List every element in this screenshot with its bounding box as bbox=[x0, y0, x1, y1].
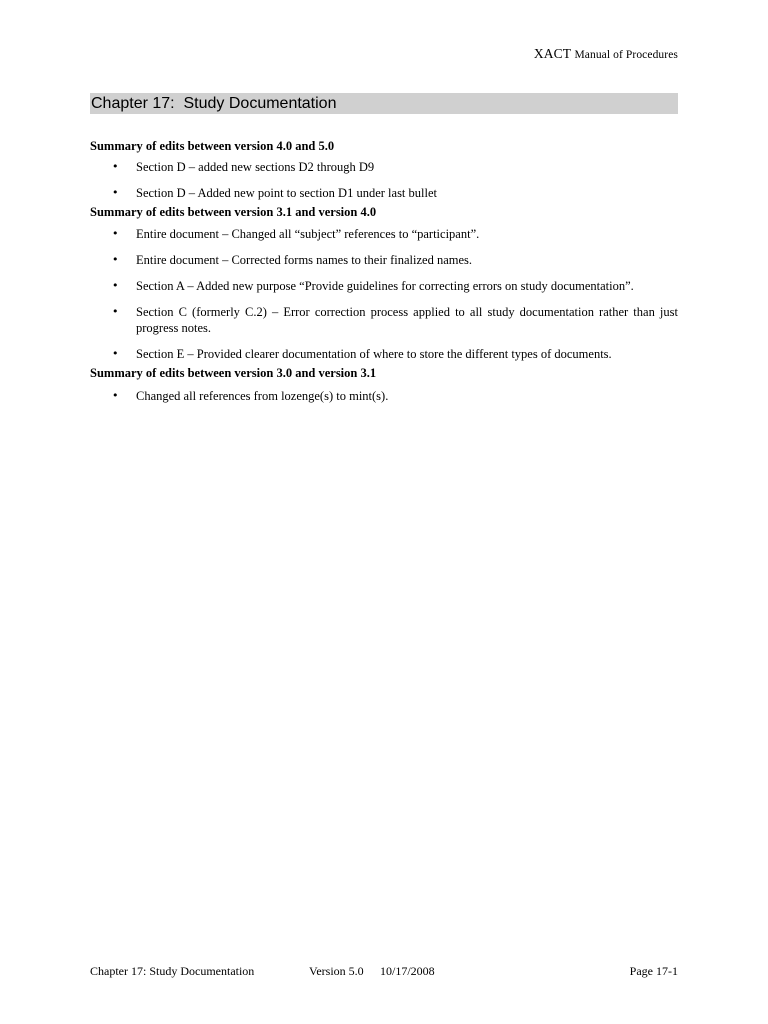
footer-chapter: Chapter 17: Study Documentation bbox=[90, 964, 255, 978]
edit-list-v4-v5 bbox=[90, 159, 678, 201]
list-item-text: Section E – Provided clearer documentation of where to store the different types of documents. bbox=[136, 347, 612, 361]
list-item bbox=[90, 304, 678, 336]
chapter-title: Chapter 17: Study Documentation bbox=[91, 95, 337, 112]
list-item-text: Section D – Added new point to section D1 under last bullet bbox=[136, 186, 437, 200]
page-header bbox=[534, 46, 678, 62]
bullet-icon: • bbox=[112, 186, 119, 199]
page-footer bbox=[90, 963, 678, 979]
bullet-icon: • bbox=[112, 279, 119, 292]
header-brand: XACT bbox=[533, 46, 572, 61]
edit-list-v3-v31 bbox=[90, 388, 678, 404]
bullet-icon: • bbox=[112, 227, 119, 240]
bullet-icon: • bbox=[112, 305, 119, 318]
bullet-icon: • bbox=[112, 389, 119, 402]
list-item bbox=[90, 388, 678, 404]
section-heading-v31-v4: Summary of edits between version 3.1 and version 4.0 bbox=[90, 205, 377, 219]
list-item bbox=[90, 185, 678, 201]
footer-version: Version 5.0 bbox=[309, 964, 364, 978]
list-item-text: Section D – added new sections D2 through D9 bbox=[136, 160, 375, 174]
chapter-title-bar bbox=[90, 93, 678, 114]
list-item bbox=[90, 278, 678, 294]
list-item bbox=[90, 346, 678, 362]
bullet-icon: • bbox=[112, 253, 119, 266]
list-item bbox=[90, 226, 678, 242]
list-item-text: Changed all references from lozenge(s) to mint(s). bbox=[136, 389, 389, 403]
header-title: Manual of Procedures bbox=[574, 49, 678, 61]
list-item bbox=[90, 252, 678, 268]
section-heading-v4-v5: Summary of edits between version 4.0 and 5.0 bbox=[90, 139, 335, 153]
bullet-icon: • bbox=[112, 347, 119, 360]
section-heading-v3-v31: Summary of edits between version 3.0 and version 3.1 bbox=[90, 366, 377, 380]
list-item-text: Entire document – Changed all “subject” references to “participant”. bbox=[136, 227, 480, 241]
document-body bbox=[90, 138, 678, 404]
footer-page-number: Page 17-1 bbox=[629, 964, 678, 978]
list-item bbox=[90, 159, 678, 175]
footer-date: 10/17/2008 bbox=[380, 964, 435, 978]
list-item-text: Entire document – Corrected forms names to their finalized names. bbox=[136, 253, 472, 267]
list-item-text: Section C (formerly C.2) – Error correction process applied to all study documentation rather than just progress notes. bbox=[136, 305, 678, 335]
list-item-text: Section A – Added new purpose “Provide guidelines for correcting errors on study documentation”. bbox=[136, 279, 634, 293]
edit-list-v31-v4 bbox=[90, 226, 678, 362]
bullet-icon: • bbox=[112, 160, 119, 173]
